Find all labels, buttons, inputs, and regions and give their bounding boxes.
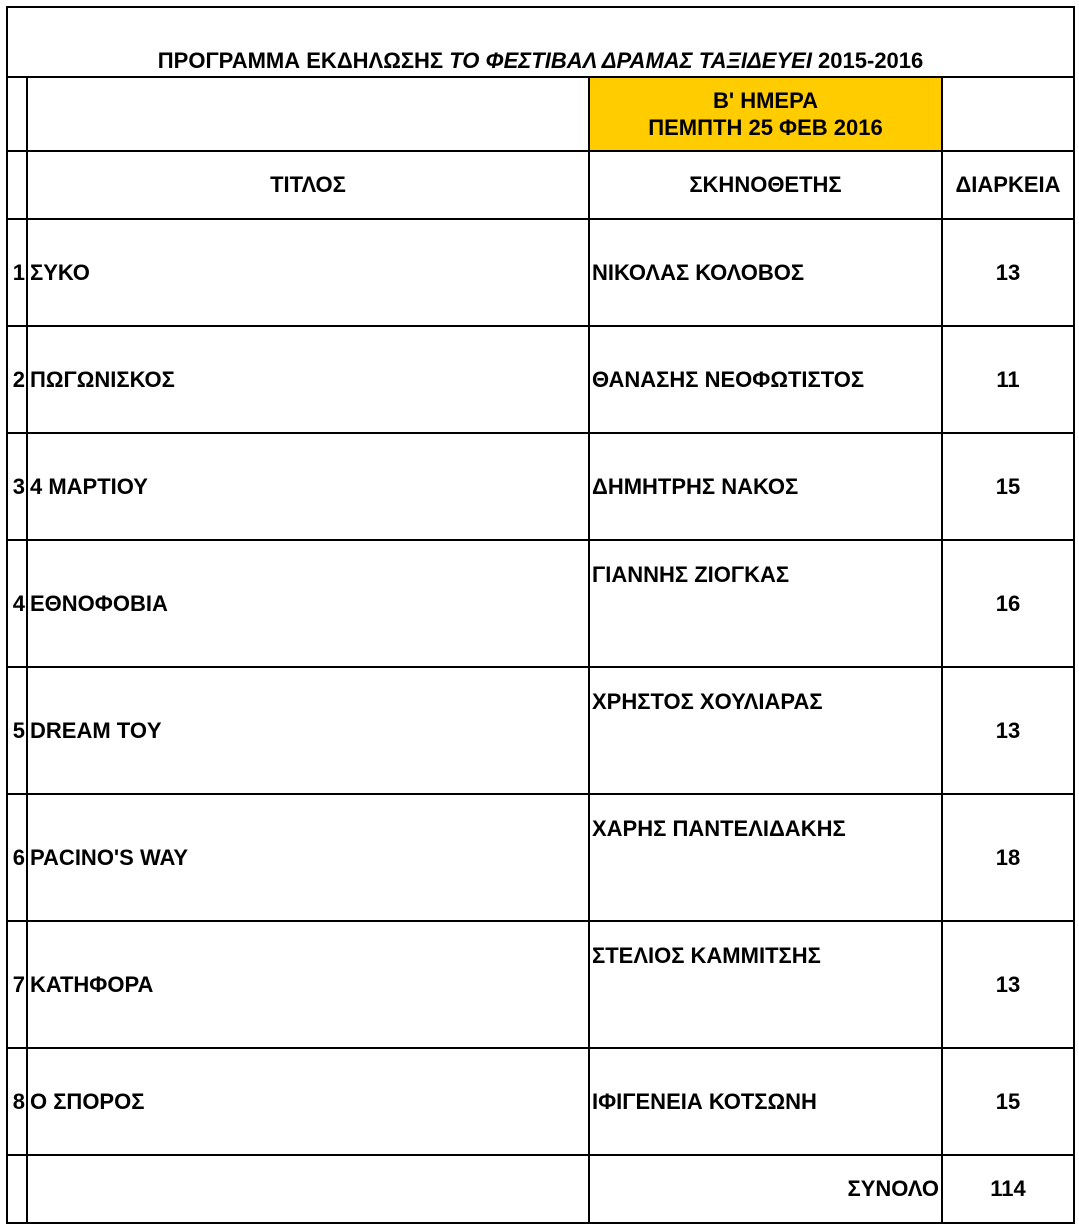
- day-row-duration-cell: [942, 77, 1074, 151]
- total-spacer-cell: [27, 1155, 589, 1223]
- film-number: 1: [7, 219, 27, 326]
- film-duration: 16: [942, 540, 1074, 667]
- title-prefix: ΠΡΟΓΡΑΜΜΑ ΕΚΔΗΛΩΣΗΣ: [157, 47, 450, 73]
- table-row: [7, 667, 1074, 794]
- film-director: ΧΡΗΣΤΟΣ ΧΟΥΛΙΑΡΑΣ: [589, 667, 942, 794]
- film-title: DREAM TOY: [27, 667, 589, 794]
- film-duration: 18: [942, 794, 1074, 921]
- film-title: PACINO'S WAY: [27, 794, 589, 921]
- day-row-title-cell: [27, 77, 589, 151]
- film-title: ΕΘΝΟΦΟΒΙΑ: [27, 540, 589, 667]
- film-director: ΙΦΙΓΕΝΕΙΑ ΚΟΤΣΩΝΗ: [589, 1048, 942, 1155]
- film-number: 8: [7, 1048, 27, 1155]
- title-row: [7, 7, 1074, 77]
- film-duration: 15: [942, 1048, 1074, 1155]
- film-director: ΘΑΝΑΣΗΣ ΝΕΟΦΩΤΙΣΤΟΣ: [589, 326, 942, 433]
- table-row: [7, 1048, 1074, 1155]
- film-duration: 11: [942, 326, 1074, 433]
- film-director: ΝΙΚΟΛΑΣ ΚΟΛΟΒΟΣ: [589, 219, 942, 326]
- film-title: ΠΩΓΩΝΙΣΚΟΣ: [27, 326, 589, 433]
- film-director: ΔΗΜΗΤΡΗΣ ΝΑΚΟΣ: [589, 433, 942, 540]
- film-number: 3: [7, 433, 27, 540]
- film-director: ΣΤΕΛΙΟΣ ΚΑΜΜΙΤΣΗΣ: [589, 921, 942, 1048]
- header-num-cell: [7, 151, 27, 219]
- day-date: ΠΕΜΠΤΗ 25 ΦΕΒ 2016: [648, 115, 883, 140]
- title-italic: ΤΟ ΦΕΣΤΙΒΑΛ ΔΡΑΜΑΣ ΤΑΞΙΔΕΥΕΙ: [449, 47, 812, 73]
- title-suffix: 2015-2016: [811, 47, 924, 73]
- film-number: 5: [7, 667, 27, 794]
- film-title: ΚΑΤΗΦΟΡΑ: [27, 921, 589, 1048]
- film-director: ΓΙΑΝΝΗΣ ΖΙΟΓΚΑΣ: [589, 540, 942, 667]
- program-title: [7, 7, 1074, 77]
- film-number: 2: [7, 326, 27, 433]
- film-number: 4: [7, 540, 27, 667]
- table-row: [7, 540, 1074, 667]
- film-duration: 13: [942, 219, 1074, 326]
- day-row: [7, 77, 1074, 151]
- film-title: Ο ΣΠΟΡΟΣ: [27, 1048, 589, 1155]
- program-sheet: [6, 6, 1073, 1202]
- header-duration: ΔΙΑΡΚΕΙΑ: [942, 151, 1074, 219]
- header-director: ΣΚΗΝΟΘΕΤΗΣ: [589, 151, 942, 219]
- film-number: 6: [7, 794, 27, 921]
- film-duration: 13: [942, 667, 1074, 794]
- table-row: [7, 921, 1074, 1048]
- program-table: [6, 6, 1075, 1224]
- total-label: ΣΥΝΟΛΟ: [589, 1155, 942, 1223]
- table-row: [7, 219, 1074, 326]
- header-title: ΤΙΤΛΟΣ: [27, 151, 589, 219]
- day-label: Β' ΗΜΕΡΑ: [712, 87, 819, 113]
- film-title: 4 ΜΑΡΤΙΟΥ: [27, 433, 589, 540]
- table-row: [7, 326, 1074, 433]
- total-row: [7, 1155, 1074, 1223]
- film-title: ΣΥΚΟ: [27, 219, 589, 326]
- film-duration: 13: [942, 921, 1074, 1048]
- film-director: ΧΑΡΗΣ ΠΑΝΤΕΛΙΔΑΚΗΣ: [589, 794, 942, 921]
- film-number: 7: [7, 921, 27, 1048]
- day-banner: [589, 77, 942, 151]
- table-row: [7, 794, 1074, 921]
- column-header-row: [7, 151, 1074, 219]
- day-row-num-cell: [7, 77, 27, 151]
- total-num-cell: [7, 1155, 27, 1223]
- table-row: [7, 433, 1074, 540]
- total-value: 114: [942, 1155, 1074, 1223]
- film-duration: 15: [942, 433, 1074, 540]
